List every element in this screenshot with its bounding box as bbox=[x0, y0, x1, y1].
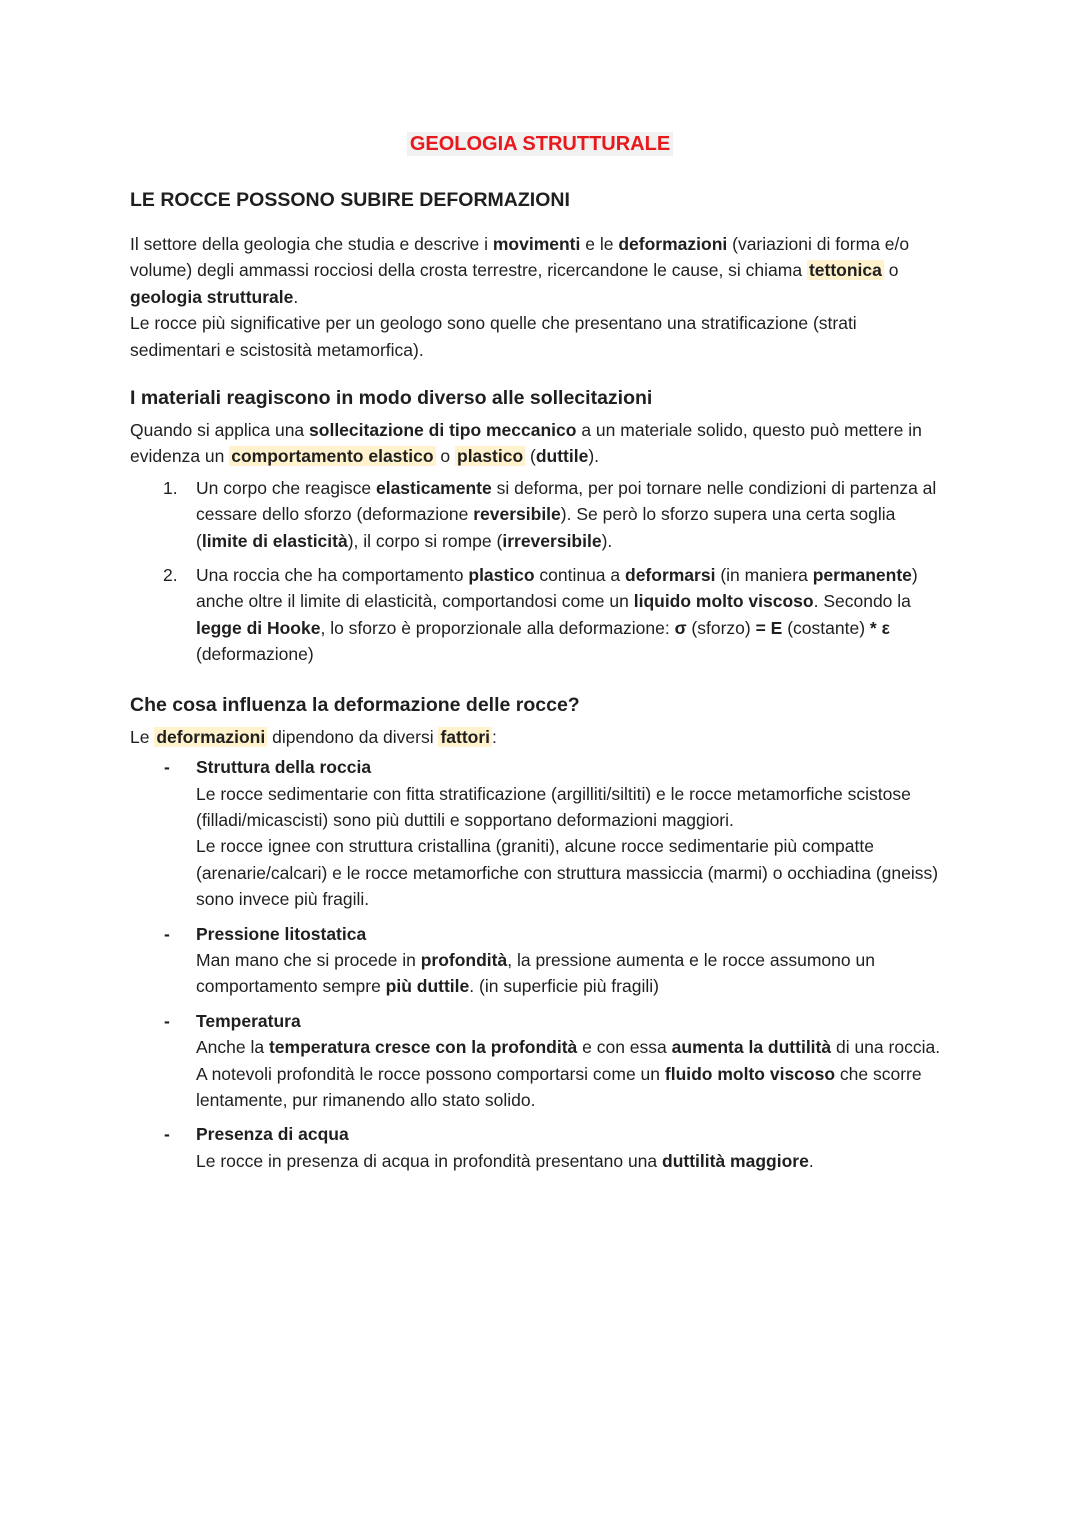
section1-paragraph-1 bbox=[130, 231, 950, 310]
text-run: ( bbox=[525, 446, 536, 467]
bold-term: fluido molto viscoso bbox=[664, 1063, 836, 1084]
list-item-text bbox=[196, 565, 918, 664]
bold-term: deformazioni bbox=[618, 234, 728, 254]
text-run: o bbox=[883, 260, 899, 281]
bold-term: sollecitazione di tipo meccanico bbox=[309, 420, 577, 441]
highlighted-term bbox=[807, 260, 884, 280]
section2-heading: I materiali reagiscono in modo diverso alle sollecitazioni bbox=[130, 387, 653, 410]
bold-term: più duttile bbox=[385, 976, 470, 997]
text-run: (sforzo) bbox=[686, 617, 756, 638]
section2-numbered-list bbox=[130, 475, 950, 668]
list-marker: 1. bbox=[163, 477, 178, 498]
highlighted-term bbox=[438, 727, 492, 747]
text-run: ). Se però lo sforzo supera una certa soglia ( bbox=[196, 504, 896, 551]
bold-term: permanente bbox=[812, 565, 912, 586]
bold-term: geologia strutturale bbox=[130, 286, 294, 307]
bold-term: liquido molto viscoso bbox=[633, 591, 814, 612]
section1-paragraph-2 bbox=[130, 310, 950, 363]
bold-term: profondità bbox=[420, 949, 508, 970]
bold-term: irreversibile bbox=[502, 530, 602, 551]
text-run: di una roccia. A notevoli profondità le rocce possono comportarsi come un bbox=[196, 1037, 941, 1084]
list-item bbox=[130, 475, 950, 554]
doc-title-text: GEOLOGIA STRUTTURALE bbox=[407, 132, 673, 156]
text-run: e le bbox=[580, 234, 619, 254]
section2-paragraph-1 bbox=[130, 417, 950, 470]
list-marker: 2. bbox=[163, 565, 178, 586]
doc-content bbox=[130, 185, 950, 1182]
text-run: continua a bbox=[534, 565, 625, 586]
bold-term: deformarsi bbox=[625, 565, 716, 586]
text-run: ) anche oltre il limite di elasticità, comportandosi come un bbox=[196, 565, 918, 612]
text-run: (deformazione) bbox=[196, 644, 314, 665]
bold-term: limite di elasticità bbox=[201, 530, 348, 551]
bold-term: duttilità maggiore bbox=[662, 1150, 809, 1171]
bold-term: aumenta la duttilità bbox=[671, 1037, 832, 1058]
text-run: Le rocce più significative per un geologo sono quelle che presentano una stratificazione (strati sedimentari e scistosità metamorfica). bbox=[130, 313, 857, 360]
bold-term: comportamento elastico bbox=[231, 446, 434, 467]
factor-label: Temperatura bbox=[196, 1010, 301, 1031]
text-run: ). bbox=[601, 530, 613, 551]
text-run: Le rocce in presenza di acqua in profondità presentano una bbox=[196, 1150, 663, 1171]
text-run: Le rocce ignee con struttura cristallina (graniti), alcune rocce sedimentarie più compatte (arenarie/calcari) e le rocce metamorfiche con struttura massiccia (marmi) o occhiadina (gneiss) sono invece più fragili. bbox=[196, 836, 939, 910]
text-run: (variazioni di forma e/o volume) degli ammassi rocciosi della crosta terrestre, ricercandone le cause, si chiama bbox=[130, 234, 910, 281]
text-run: , la pressione aumenta e le rocce assumono un comportamento sempre bbox=[196, 949, 875, 997]
text-run: Man mano che si procede in bbox=[196, 949, 421, 970]
bold-term: tettonica bbox=[808, 260, 882, 281]
text-run: . Secondo la bbox=[813, 591, 911, 612]
text-run: o bbox=[435, 446, 455, 467]
text-run: : bbox=[492, 726, 497, 747]
text-run: dipendono da diversi bbox=[267, 726, 439, 747]
text-run: Un corpo che reagisce bbox=[196, 477, 376, 498]
text-run: Le rocce sedimentarie con fitta stratificazione (argilliti/siltiti) e le rocce metamorfiche scistose (filladi/micascisti) sono più duttili e sopportano deformazioni maggiori. bbox=[196, 783, 911, 830]
text-run: Anche la bbox=[196, 1037, 269, 1058]
text-run: Quando si applica una bbox=[130, 420, 310, 441]
list-item-text bbox=[196, 950, 875, 996]
bold-term: duttile bbox=[535, 446, 589, 467]
section3-paragraph-1 bbox=[130, 724, 950, 750]
list-item bbox=[130, 1008, 950, 1114]
text-run: che scorre lentamente, pur rimanendo allo stato solido. bbox=[196, 1063, 922, 1110]
list-marker: - bbox=[164, 1124, 170, 1145]
bold-term: reversibile bbox=[473, 504, 561, 525]
text-run: e con essa bbox=[577, 1037, 672, 1058]
list-item bbox=[130, 754, 950, 912]
list-item bbox=[130, 562, 950, 668]
text-run: ). bbox=[588, 446, 600, 467]
text-run: . (in superficie più fragili) bbox=[469, 976, 659, 997]
text-run: (in maniera bbox=[715, 565, 813, 586]
bold-term: legge di Hooke bbox=[196, 617, 321, 638]
factor-label: Presenza di acqua bbox=[196, 1124, 349, 1145]
bold-term: fattori bbox=[440, 726, 491, 747]
bold-term: temperatura cresce con la profondità bbox=[268, 1037, 578, 1058]
list-item-text bbox=[196, 478, 936, 551]
text-run: (costante) bbox=[782, 617, 870, 638]
list-marker: - bbox=[164, 923, 170, 944]
text-run: Il settore della geologia che studia e descrive i bbox=[130, 234, 493, 254]
doc-title bbox=[0, 130, 1080, 158]
list-item bbox=[130, 921, 950, 1000]
list-item-text bbox=[196, 784, 938, 910]
bold-term: σ bbox=[674, 617, 687, 638]
section3-heading: Che cosa influenza la deformazione delle rocce? bbox=[130, 693, 580, 716]
bold-term: deformazioni bbox=[156, 726, 266, 747]
highlighted-term bbox=[229, 446, 435, 466]
text-run: , lo sforzo è proporzionale alla deformazione: bbox=[320, 617, 675, 638]
list-item-text bbox=[196, 1037, 940, 1110]
bold-term: plastico bbox=[457, 446, 524, 467]
text-run: Le bbox=[130, 726, 155, 747]
section3-factor-list bbox=[130, 754, 950, 1174]
factor-label: Pressione litostatica bbox=[196, 923, 367, 944]
text-run: ), il corpo si rompe ( bbox=[347, 530, 503, 551]
text-run: . bbox=[808, 1150, 814, 1171]
bold-term: * ε bbox=[869, 617, 890, 638]
list-item-text bbox=[196, 1151, 814, 1171]
list-item bbox=[130, 1121, 950, 1174]
list-marker: - bbox=[164, 1010, 170, 1031]
factor-label: Struttura della roccia bbox=[196, 757, 372, 778]
text-run: . bbox=[293, 286, 299, 307]
text-run: a un materiale solido, questo può mettere in evidenza un bbox=[130, 420, 922, 467]
bold-term: elasticamente bbox=[375, 477, 492, 498]
text-run: si deforma, per poi tornare nelle condizioni di partenza al cessare dello sforzo (deformazione bbox=[196, 477, 937, 525]
bold-term: movimenti bbox=[492, 234, 581, 254]
highlighted-term bbox=[455, 446, 525, 466]
bold-term: = E bbox=[755, 617, 783, 638]
list-marker: - bbox=[164, 757, 170, 778]
highlighted-term bbox=[154, 727, 267, 747]
text-run: Una roccia che ha comportamento bbox=[196, 565, 469, 586]
section1-heading: LE ROCCE POSSONO SUBIRE DEFORMAZIONI bbox=[130, 189, 570, 211]
bold-term: plastico bbox=[468, 565, 535, 586]
